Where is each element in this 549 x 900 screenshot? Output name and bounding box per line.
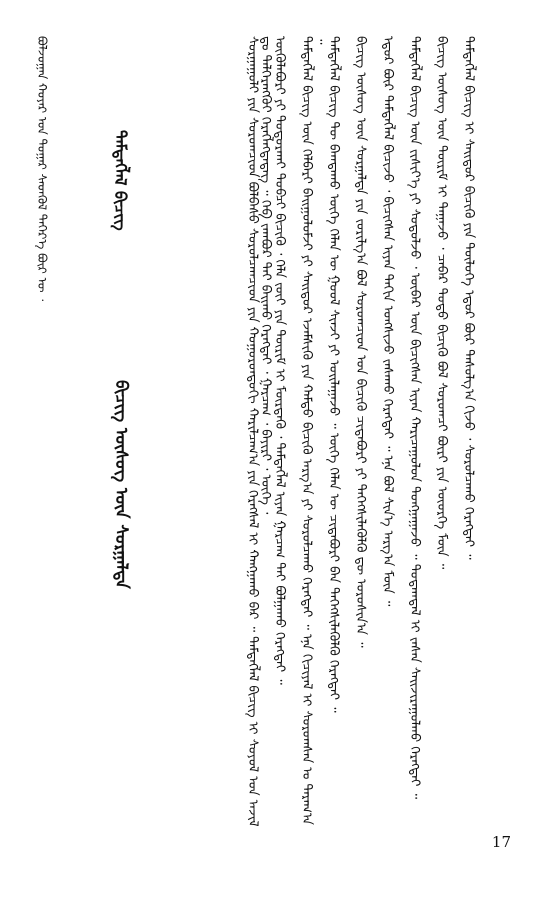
footnote-column: ᠪᠣᠯᠵᠣᠭᠠᠨ ᠬᠣᠶᠠᠷ ᠤᠨ ᠳᠤᠭᠠᠷ ᠰᠡᠳᠬᠦᠯ ᠳᠡᠭᠡᠷ᠎ᠡ ᠪᠦᠷ ᠦ ᠂ — [35, 36, 49, 302]
section-subtitle: ᠲᠡᠮᠳᠡᠭᠯᠡᠯ ᠪᠢᠴᠢᠭ — [111, 130, 130, 231]
section-title: ᠪᠢᠴᠢᠭ ᠦᠰᠦᠭ ᠦᠨ ᠰᠤᠷᠭᠠᠯᠲᠠ — [111, 380, 131, 589]
body-column-9: ᠲᠡᠮᠳᠡᠭᠯᠡᠯ ᠪᠢᠴᠢᠭ ᠢ ᠰᠠᠢᠲᠤᠷ ᠪᠢᠴᠢᠬᠦ ᠶᠢᠨ ᠲᠥᠯᠥᠭᠡ ᠡᠳᠦᠷ ᠪᠦᠷ ᠳᠠᠰᠤᠯᠭ᠎ᠠ ᠬᠢᠵᠦ ᠂ ᠰᠤᠷᠤᠯᠴᠠᠬᠤ ᠬᠡᠷᠡᠭᠲᠡᠢ ᠃ — [461, 36, 476, 560]
body-column-5: ᠪᠢᠴᠢᠭ ᠦᠰᠦᠭ ᠦᠨ ᠰᠤᠷᠭᠠᠯᠲᠠ ᠶᠢᠨ ᠵᠣᠷᠢᠯᠭ᠎ᠠ ᠪᠣᠯ ᠰᠤᠷᠤᠭᠴᠢᠳ ᠤᠨ ᠪᠢᠴᠢᠬᠦ ᠴᠢᠳᠠᠪᠤᠷᠢ ᠶᠢ ᠳᠡᠭᠡᠭᠰᠢᠯᠡᠭᠦᠯᠬᠦ ᠳᠦ ᠣᠷᠣᠰᠢᠨ᠎ᠠ ᠃ — [353, 36, 368, 648]
body-column-4: ᠲᠡᠮᠳᠡᠭᠯᠡᠯ ᠪᠢᠴᠢᠭ ᠲᠦ ᠪᠠᠭᠲᠠᠬᠤ ᠦᠭᠡ ᠬᠡᠯᠡᠨ ᠦ ᠭᠤᠤᠯ ᠰᠢᠨᠵᠢ ᠶᠢ ᠣᠢᠯᠠᠭᠠᠵᠤ ᠃ ᠦᠭᠡ ᠬᠡᠯᠡᠨ ᠦ ᠴᠢᠳᠠᠪᠤᠷᠢ ᠪᠡᠨ ᠳᠡᠭᠡᠭᠰᠢᠯᠡᠭᠦᠯᠬᠦ ᠬᠡᠷᠡᠭᠲᠡᠢ ᠃ — [326, 36, 341, 713]
body-column-6: ᠡᠳᠦᠷ ᠪᠦᠷ ᠲᠡᠮᠳᠡᠭᠯᠡᠯ ᠪᠢᠴᠢᠵᠦ ᠂ ᠪᠢᠴᠢᠭᠰᠡᠨ ᠢᠶᠡᠨ ᠳᠠᠬᠢᠨ ᠤᠩᠰᠢᠵᠤ ᠵᠠᠰᠠᠬᠤ ᠬᠡᠷᠡᠭᠲᠡᠢ ᠃ ᠡᠨᠡ ᠪᠣᠯ ᠰᠢᠨ᠎ᠡ ᠠᠷᠭ᠎ᠠ ᠮᠥᠨ ᠃ — [380, 36, 395, 607]
body-column-2: ᠦᠭᠦᠯᠡᠪᠦᠷᠢ ᠶᠢ ᠲᠣᠳᠣᠷᠬᠠᠢ ᠲᠣᠪᠴᠢ ᠪᠢᠴᠢᠬᠦ ᠂ ᠬᠡᠯᠡ ᠵᠦᠢ ᠶᠢᠨ ᠳᠦᠷᠢᠮ ᠢ ᠮᠥᠷᠳᠡᠬᠦ ᠂ ᠲᠡᠮᠳᠡᠭᠯᠡᠯ ᠢᠶᠡᠨ ᠭᠠᠷᠴᠠᠭ ᠲᠠᠢ ᠪᠣᠯᠭᠠᠬᠤ ᠬᠡᠷᠡᠭᠲᠡᠢ ᠃ — [272, 36, 287, 685]
body-column-7: ᠲᠡᠮᠳᠡᠭᠯᠡᠯ ᠪᠢᠴᠢᠭ ᠦᠨ ᠵᠢᠱᠢᠶ᠎ᠡ ᠶᠢ ᠰᠤᠳᠤᠯᠵᠤ ᠂ ᠥᠪᠡᠷ ᠦᠨ ᠪᠢᠴᠢᠭᠰᠡᠨ ᠢᠶᠡᠨ ᠬᠠᠷᠢᠴᠠᠭᠤᠯᠤᠨ ᠲᠤᠩᠭᠠᠭᠠᠵᠤ ᠃ ᠳᠤᠲᠠᠭᠳᠠᠯ ᠢ ᠵᠠᠰᠠᠨ ᠰᠠᠢᠵᠢᠷᠠᠭᠤᠯᠬᠤ ᠬᠡᠷᠡᠭᠲᠡᠢ ᠃ — [407, 36, 422, 800]
body-column-1: ᠰᠤᠷᠭᠠᠭᠤᠯᠢ ᠶᠢᠨ ᠰᠤᠷᠤᠭᠴᠢᠳ ᠪᠣᠯᠪᠠᠰᠤ ᠰᠤᠷᠤᠯᠴᠠᠭᠴᠢᠳ ᠶᠢᠨ ᠬᠣᠭᠣᠷᠣᠨᠳᠣᠬᠢ ᠬᠠᠷᠢᠯᠴᠠᠭ᠎ᠠ ᠶᠢᠨ ᠬᠡᠷᠡᠭᠰᠡᠯ ᠢ ᠬᠠᠩᠭᠠᠬᠤ ᠪᠠᠷ ᠃ ᠲᠡᠮᠳᠡᠭᠯᠡᠯ ᠪᠢᠴᠢᠭ ᠢ ᠰᠣᠶᠣᠯ ᠤᠨ ᠠᠵᠢᠯ ᠳᠤ ᠳᠡᠯᠭᠡᠷᠡᠩᠭᠦᠢ ᠬᠡᠷᠡᠭᠯᠡᠭᠳᠡᠳᠡᠭ ᠃ ᠬᠡᠪ ᠵᠠᠭᠪᠤᠷ ᠲᠠᠢ ᠪᠠᠢᠬᠤ ᠬᠡᠷᠡᠭᠲᠡᠢ ᠂ ᠭᠠᠷᠴᠠᠭ ᠂ ᠪᠠᠶᠢᠷᠢ ᠂ ᠦᠭᠡ ᠂ — [245, 36, 273, 827]
page-number: 17 — [491, 833, 511, 851]
body-column-3: ᠲᠡᠮᠳᠡᠭᠯᠡᠯ ᠪᠢᠴᠢᠭ ᠦᠨ ᠬᠡᠯᠪᠡᠷᠢ ᠪᠠᠢᠭᠤᠯᠤᠮᠵᠢ ᠶᠢ ᠰᠠᠢᠲᠤᠷ ᠡᠵᠡᠮᠰᠢᠬᠦ ᠶᠢᠨ ᠬᠠᠮᠲᠤ ᠪᠢᠴᠢᠬᠦ ᠠᠷᠭ᠎ᠠ ᠶᠢ ᠰᠤᠷᠤᠯᠴᠠᠬᠤ ᠬᠡᠷᠡᠭᠲᠡᠢ ᠃ ᠡᠨᠡ ᠬᠢᠴᠢᠶᠡᠯ ᠢ ᠰᠤᠷᠤᠭᠰᠠᠨ ᠤ ᠳᠠᠷᠠᠭ᠎ᠠ ᠃ — [299, 36, 327, 826]
body-column-8: ᠪᠢᠴᠢᠭ ᠦᠰᠦᠭ ᠦᠨ ᠳᠦᠷᠢᠮ ᠢ ᠳᠠᠭᠠᠵᠤ ᠂ ᠴᠡᠪᠡᠷ ᠲᠣᠳᠣ ᠪᠢᠴᠢᠬᠦ ᠪᠣᠯ ᠰᠤᠷᠤᠭᠴᠢ ᠪᠦᠷᠢ ᠶᠢᠨ ᠦᠦᠷᠭᠡ ᠮᠥᠨ ᠃ — [434, 36, 449, 570]
